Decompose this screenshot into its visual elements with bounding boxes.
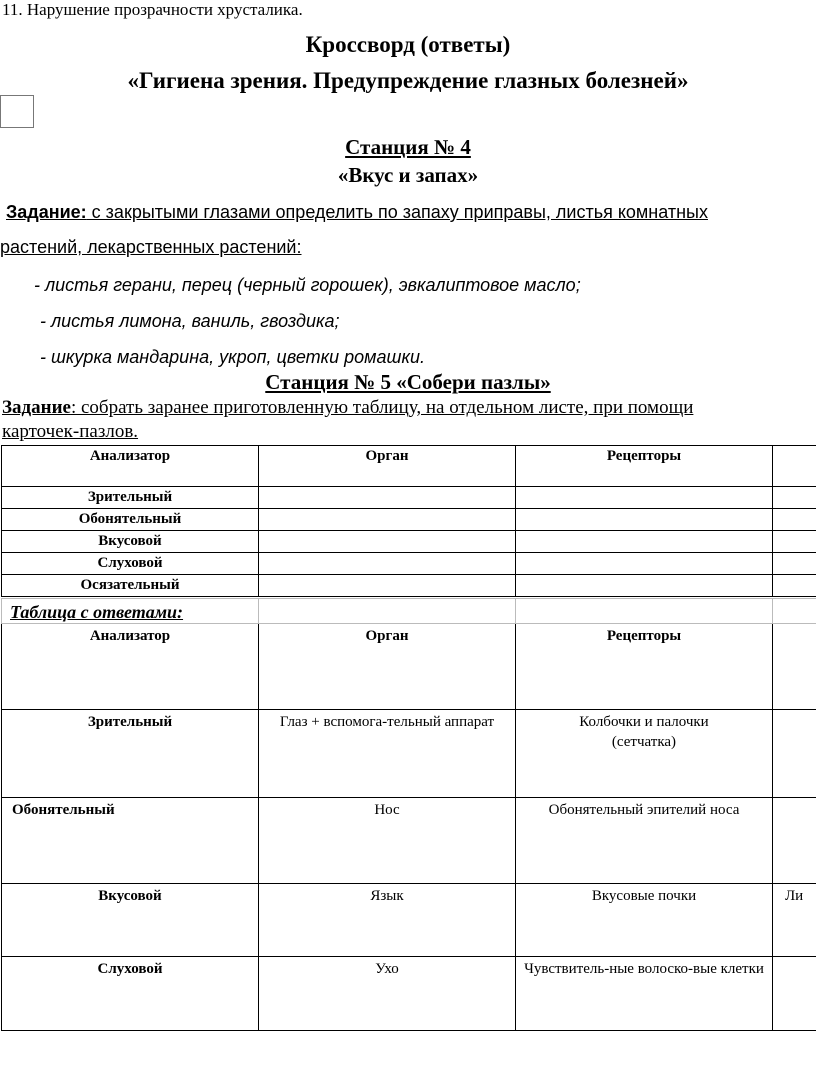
table-header-organ: Орган [259, 446, 516, 487]
table-header-analyzer: Анализатор [2, 446, 259, 487]
extra-cell [773, 957, 816, 1031]
organ-cell: Язык [259, 884, 516, 957]
table-cell [516, 509, 773, 531]
page-subtitle: «Гигиена зрения. Предупреждение глазных болезней» [127, 68, 689, 93]
analyzer-cell: Вкусовой [2, 884, 259, 957]
table-cell [773, 553, 816, 575]
table-cell [259, 575, 516, 597]
table-cell [516, 487, 773, 509]
empty-checkbox[interactable] [0, 95, 34, 128]
table-row [2, 487, 816, 509]
station4-item-1: - листья герани, перец (черный горошек), эвкалиптовое масло; [34, 275, 581, 295]
answers-header-receptors: Рецепторы [516, 624, 773, 710]
extra-cell [773, 798, 816, 884]
station4-title: Станция № 4 [345, 135, 471, 159]
station5-title: Станция № 5 «Собери пазлы» [265, 370, 551, 394]
top-line-text: 11. Нарушение прозрачности хрусталика. [2, 0, 303, 19]
analyzer-cell: Осязательный [2, 575, 259, 597]
table-row [2, 884, 816, 957]
analyzer-cell: Обонятельный [2, 509, 259, 531]
extra-cell: Ли [773, 884, 816, 957]
station5-task-line1 [2, 397, 693, 419]
station5-task-line2: карточек-пазлов. [2, 421, 139, 442]
answers-header-analyzer: Анализатор [2, 624, 259, 710]
table-header-receptors: Рецепторы [516, 446, 773, 487]
table-cell [516, 599, 773, 624]
table-row [2, 531, 816, 553]
analyzer-cell: Зрительный [2, 710, 259, 798]
table-cell [773, 446, 816, 487]
analyzer-cell: Слуховой [2, 957, 259, 1031]
table-cell [259, 553, 516, 575]
station4-task-text: с закрытыми глазами определить по запаху приправы, листья комнатных [86, 202, 708, 222]
table-cell [259, 599, 516, 624]
table-row [2, 553, 816, 575]
table-row [2, 509, 816, 531]
receptors-cell: Обонятельный эпителий носа [516, 798, 773, 884]
organ-cell: Нос [259, 798, 516, 884]
puzzle-table [1, 445, 816, 597]
station4-task-line2: растений, лекарственных растений: [0, 237, 302, 257]
table-cell [516, 553, 773, 575]
table-row [2, 575, 816, 597]
table-cell [773, 599, 816, 624]
receptors-cell: Чувствитель-ные волоско-вые клетки [516, 957, 773, 1031]
extra-cell [773, 710, 816, 798]
table-cell [259, 509, 516, 531]
table-cell [259, 531, 516, 553]
station4-task-label: Задание: [6, 202, 87, 222]
station4-item-3: - шкурка мандарина, укроп, цветки ромашки. [40, 347, 425, 367]
table-cell [773, 509, 816, 531]
receptors-cell: Вкусовые почки [516, 884, 773, 957]
answers-table [1, 598, 816, 1031]
table-row [2, 798, 816, 884]
organ-cell: Глаз + вспомога-тельный аппарат [259, 710, 516, 798]
station4-item-2: - листья лимона, ваниль, гвоздика; [40, 311, 340, 331]
table-cell [259, 487, 516, 509]
answers-header-organ: Орган [259, 624, 516, 710]
answers-title: Таблица с ответами: [2, 599, 259, 624]
analyzer-cell: Зрительный [2, 487, 259, 509]
table-cell [773, 575, 816, 597]
station4-subtitle: «Вкус и запах» [337, 163, 479, 187]
analyzer-cell: Вкусовой [2, 531, 259, 553]
receptors-cell: Колбочки и палочки (сетчатка) [516, 710, 773, 798]
table-cell [773, 624, 816, 710]
analyzer-cell: Обонятельный [2, 798, 259, 884]
page-title: Кроссворд (ответы) [305, 32, 511, 57]
table-cell [516, 531, 773, 553]
table-row [2, 957, 816, 1031]
table-cell [516, 575, 773, 597]
table-row [2, 710, 816, 798]
table-cell [773, 487, 816, 509]
organ-cell: Ухо [259, 957, 516, 1031]
station4-task-line1 [6, 202, 708, 223]
table-cell [773, 531, 816, 553]
analyzer-cell: Слуховой [2, 553, 259, 575]
station5-task-text: : собрать заранее приготовленную таблицу, на отдельном листе, при помощи [70, 397, 694, 418]
station5-task-label: Задание [2, 397, 71, 418]
